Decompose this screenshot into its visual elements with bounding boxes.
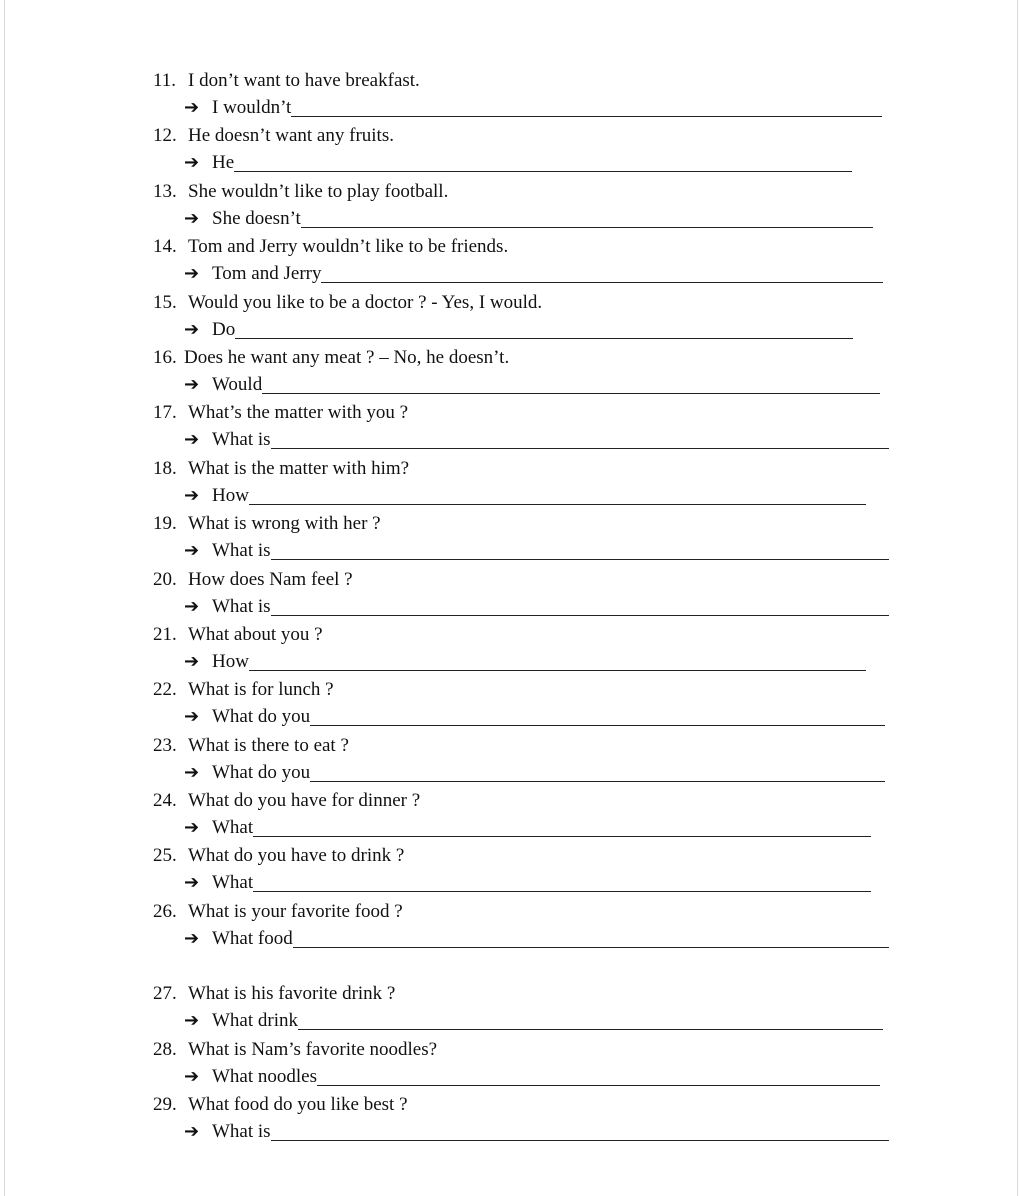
arrow-right-icon: ➔ xyxy=(184,650,200,672)
question-line xyxy=(153,679,334,701)
answer-line xyxy=(184,319,853,341)
arrow-right-icon: ➔ xyxy=(184,263,200,285)
question-text: What food do you like best ? xyxy=(188,1094,408,1116)
exercise-item-24 xyxy=(0,786,1024,841)
question-text: What is there to eat ? xyxy=(188,734,349,756)
answer-blank[interactable] xyxy=(317,1067,880,1086)
answer-prompt: She doesn’t xyxy=(212,207,301,229)
question-line xyxy=(153,292,542,314)
answer-blank[interactable] xyxy=(253,873,871,892)
answer-prompt: Do xyxy=(212,318,236,340)
answer-line xyxy=(184,485,866,507)
answer-blank[interactable] xyxy=(271,541,889,560)
question-text: What is his favorite drink ? xyxy=(188,983,396,1005)
question-line xyxy=(153,402,408,424)
question-number: 23. xyxy=(153,734,177,756)
answer-blank[interactable] xyxy=(293,929,889,948)
answer-prompt: What is xyxy=(212,540,271,562)
question-number: 13. xyxy=(153,180,177,202)
arrow-right-icon: ➔ xyxy=(184,318,200,340)
question-text: What is the matter with him? xyxy=(188,457,410,479)
arrow-right-icon: ➔ xyxy=(184,817,200,839)
question-number: 20. xyxy=(153,568,177,590)
question-line xyxy=(153,236,508,258)
question-line xyxy=(153,901,403,923)
answer-line xyxy=(184,263,883,285)
arrow-right-icon: ➔ xyxy=(184,540,200,562)
question-text: She wouldn’t like to play football. xyxy=(188,180,449,202)
answer-line xyxy=(184,928,889,950)
question-number: 19. xyxy=(153,513,177,535)
question-text: What is your favorite food ? xyxy=(188,900,403,922)
question-number: 26. xyxy=(153,900,177,922)
answer-blank[interactable] xyxy=(271,430,889,449)
answer-blank[interactable] xyxy=(301,209,873,228)
answer-line xyxy=(184,762,885,784)
question-line xyxy=(153,624,323,646)
question-number: 24. xyxy=(153,790,177,812)
answer-blank[interactable] xyxy=(298,1011,883,1030)
answer-line xyxy=(184,817,871,839)
exercise-item-11 xyxy=(0,66,1024,121)
answer-blank[interactable] xyxy=(249,652,866,671)
answer-blank[interactable] xyxy=(310,707,885,726)
question-line xyxy=(153,983,395,1005)
answer-line xyxy=(184,374,880,396)
arrow-right-icon: ➔ xyxy=(184,373,200,395)
arrow-right-icon: ➔ xyxy=(184,1010,200,1032)
answer-prompt: What food xyxy=(212,927,293,949)
exercise-item-21 xyxy=(0,620,1024,675)
question-line xyxy=(153,1039,437,1061)
arrow-right-icon: ➔ xyxy=(184,207,200,229)
answer-blank[interactable] xyxy=(235,320,853,339)
answer-prompt: He xyxy=(212,152,235,174)
arrow-right-icon: ➔ xyxy=(184,97,200,118)
exercise-item-25 xyxy=(0,841,1024,896)
question-text: I don’t want to have breakfast. xyxy=(188,70,420,91)
answer-blank[interactable] xyxy=(271,1122,889,1141)
question-line xyxy=(153,458,409,480)
exercise-item-16 xyxy=(0,343,1024,398)
answer-line xyxy=(184,1121,889,1143)
exercise-item-26 xyxy=(0,897,1024,952)
question-text: Would you like to be a doctor ? - Yes, I would. xyxy=(188,291,543,313)
question-text: What do you have for dinner ? xyxy=(188,790,421,812)
question-text: What is wrong with her ? xyxy=(188,513,381,535)
question-number: 15. xyxy=(153,291,177,313)
question-number: 21. xyxy=(153,623,177,645)
exercise-item-27 xyxy=(0,979,1024,1034)
question-text: Tom and Jerry wouldn’t like to be friends. xyxy=(188,236,509,258)
answer-blank[interactable] xyxy=(249,486,866,505)
answer-line xyxy=(184,596,889,618)
answer-blank[interactable] xyxy=(291,98,882,117)
answer-prompt: What is xyxy=(212,595,271,617)
answer-line xyxy=(184,651,866,673)
question-line xyxy=(153,513,381,535)
answer-blank[interactable] xyxy=(262,375,880,394)
question-text: How does Nam feel ? xyxy=(188,568,353,590)
question-line xyxy=(153,347,509,369)
question-text: What is for lunch ? xyxy=(188,679,334,701)
arrow-right-icon: ➔ xyxy=(184,595,200,617)
exercise-item-17 xyxy=(0,398,1024,453)
question-number: 22. xyxy=(153,679,177,701)
question-line xyxy=(153,1094,408,1116)
answer-prompt: What xyxy=(212,817,254,839)
question-number: 25. xyxy=(153,845,177,867)
answer-line xyxy=(184,706,885,728)
answer-line xyxy=(184,540,889,562)
answer-prompt: Tom and Jerry xyxy=(212,263,322,285)
question-number: 11. xyxy=(153,70,177,91)
question-text: What do you have to drink ? xyxy=(188,845,405,867)
arrow-right-icon: ➔ xyxy=(184,761,200,783)
question-line xyxy=(153,181,448,203)
arrow-right-icon: ➔ xyxy=(184,1121,200,1143)
question-number: 12. xyxy=(153,125,177,147)
answer-blank[interactable] xyxy=(310,763,885,782)
answer-line xyxy=(184,1066,880,1088)
question-number: 18. xyxy=(153,457,177,479)
answer-prompt: What xyxy=(212,872,254,894)
answer-prompt: What is xyxy=(212,1121,271,1143)
answer-blank[interactable] xyxy=(321,264,883,283)
answer-line xyxy=(184,1010,883,1032)
answer-line xyxy=(184,208,873,230)
answer-prompt: I wouldn’t xyxy=(212,97,292,118)
answer-line xyxy=(184,97,882,119)
question-number: 16. xyxy=(153,346,177,368)
arrow-right-icon: ➔ xyxy=(184,429,200,451)
arrow-right-icon: ➔ xyxy=(184,152,200,174)
question-text: What about you ? xyxy=(188,623,323,645)
answer-line xyxy=(184,152,852,174)
exercise-item-13 xyxy=(0,177,1024,232)
arrow-right-icon: ➔ xyxy=(184,872,200,894)
question-line xyxy=(153,70,420,92)
arrow-right-icon: ➔ xyxy=(184,1065,200,1087)
exercise-item-15 xyxy=(0,288,1024,343)
question-line xyxy=(153,569,353,591)
answer-line xyxy=(184,429,889,451)
exercise-item-12 xyxy=(0,121,1024,176)
exercise-item-23 xyxy=(0,731,1024,786)
answer-prompt: How xyxy=(212,650,249,672)
answer-line xyxy=(184,872,871,894)
exercise-item-28 xyxy=(0,1035,1024,1090)
question-line xyxy=(153,125,394,147)
arrow-right-icon: ➔ xyxy=(184,927,200,949)
question-number: 29. xyxy=(153,1094,177,1116)
arrow-right-icon: ➔ xyxy=(184,706,200,728)
question-number: 14. xyxy=(153,236,177,258)
exercise-item-29 xyxy=(0,1090,1024,1145)
question-number: 17. xyxy=(153,402,177,424)
question-line xyxy=(153,790,420,812)
question-text: What’s the matter with you ? xyxy=(188,402,409,424)
answer-blank[interactable] xyxy=(253,818,871,837)
exercise-list xyxy=(0,66,1024,1145)
answer-blank[interactable] xyxy=(234,153,852,172)
question-number: 27. xyxy=(153,983,177,1005)
answer-prompt: What drink xyxy=(212,1010,299,1032)
question-text: Does he want any meat ? – No, he doesn’t. xyxy=(184,346,510,368)
question-line xyxy=(153,735,349,757)
answer-prompt: What noodles xyxy=(212,1065,318,1087)
exercise-item-14 xyxy=(0,232,1024,287)
exercise-item-22 xyxy=(0,675,1024,730)
arrow-right-icon: ➔ xyxy=(184,484,200,506)
answer-blank[interactable] xyxy=(271,597,889,616)
question-line xyxy=(153,845,404,867)
answer-prompt: What do you xyxy=(212,706,311,728)
question-text: What is Nam’s favorite noodles? xyxy=(188,1038,438,1060)
answer-prompt: What do you xyxy=(212,761,311,783)
exercise-item-20 xyxy=(0,565,1024,620)
exercise-item-19 xyxy=(0,509,1024,564)
exercise-item-18 xyxy=(0,454,1024,509)
answer-prompt: Would xyxy=(212,373,263,395)
answer-prompt: How xyxy=(212,484,249,506)
question-number: 28. xyxy=(153,1038,177,1060)
answer-prompt: What is xyxy=(212,429,271,451)
question-text: He doesn’t want any fruits. xyxy=(188,125,394,147)
